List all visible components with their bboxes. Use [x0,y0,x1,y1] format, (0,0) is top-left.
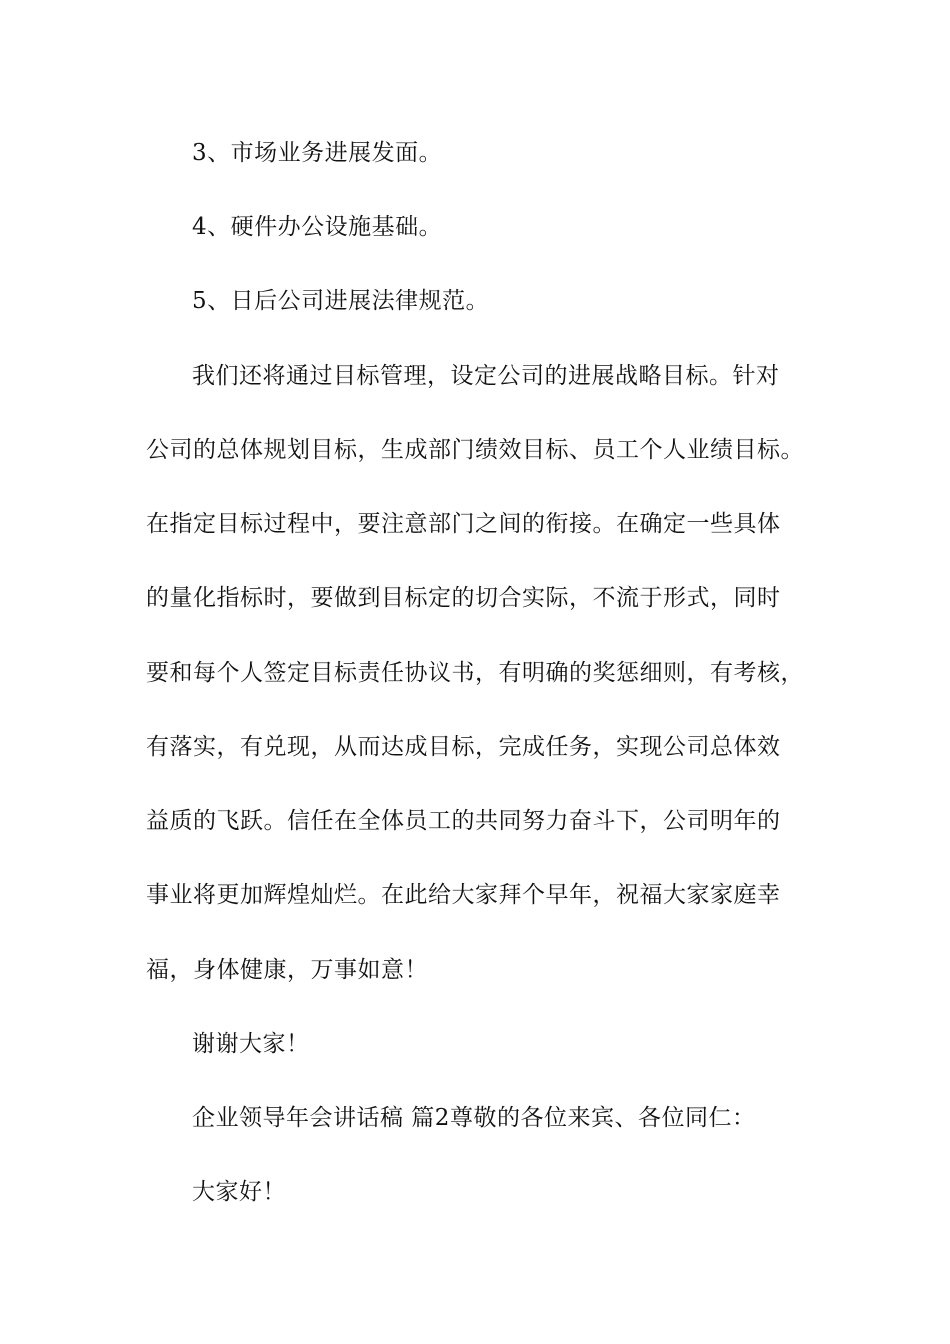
thanks-line: 谢谢大家！ [192,1031,310,1057]
paragraph-line: 事业将更加辉煌灿烂。在此给大家拜个早年，祝福大家家庭幸 [146,882,781,908]
paragraph-line: 公司的总体规划目标，生成部门绩效目标、员工个人业绩目标。 [146,437,804,463]
section-heading-line: 企业领导年会讲话稿 篇2尊敬的各位来宾、各位同仁： [192,1105,756,1131]
list-item-5: 5、日后公司进展法律规范。 [192,288,490,314]
greeting-line: 大家好！ [192,1179,286,1205]
paragraph-line: 我们还将通过目标管理，设定公司的进展战略目标。针对 [192,363,780,389]
paragraph-line: 有落实，有兑现，从而达成目标，完成任务，实现公司总体效 [146,734,781,760]
paragraph-line: 益质的飞跃。信任在全体员工的共同努力奋斗下，公司明年的 [146,808,781,834]
paragraph-line: 福，身体健康，万事如意！ [146,957,428,983]
paragraph-line: 要和每个人签定目标责任协议书，有明确的奖惩细则，有考核， [146,660,804,686]
list-item-3: 3、市场业务进展发面。 [192,140,443,166]
paragraph-line: 在指定目标过程中，要注意部门之间的衔接。在确定一些具体 [146,511,781,537]
paragraph-line: 的量化指标时，要做到目标定的切合实际，不流于形式，同时 [146,585,781,611]
list-item-4: 4、硬件办公设施基础。 [192,214,443,240]
